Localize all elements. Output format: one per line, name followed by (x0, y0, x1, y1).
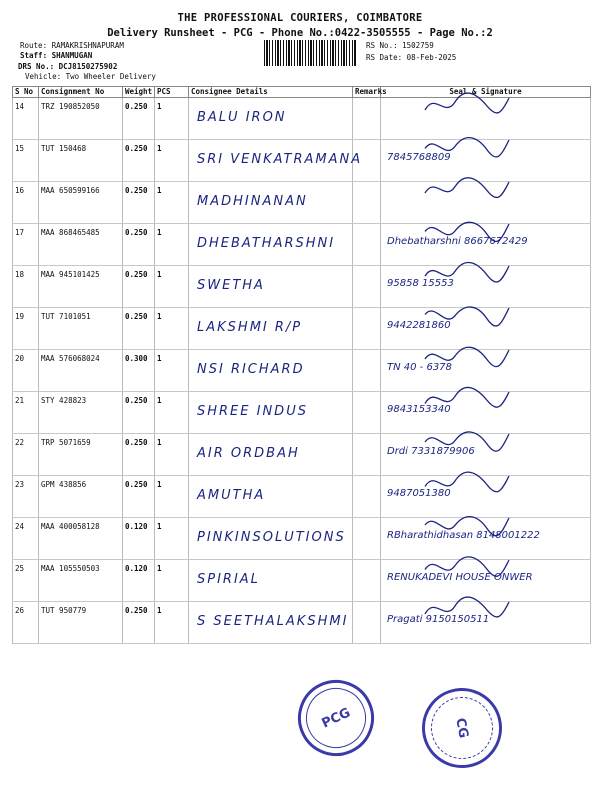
signature-scribble (421, 426, 511, 456)
rs-date: RS Date: 08-Feb-2025 (366, 53, 457, 62)
cell-consignee (189, 182, 353, 224)
cell-pcs: 1 (155, 98, 189, 140)
cell-consignment: MAA 105550503 (39, 560, 123, 602)
cell-consignee (189, 392, 353, 434)
cell-consignment: MAA 400058128 (39, 518, 123, 560)
vehicle-label: Vehicle: Two Wheeler Delivery (25, 72, 156, 81)
handwritten-consignee: SPIRIAL (197, 572, 260, 587)
handwritten-signature: Dhebatharshni 8667672429 (387, 236, 528, 247)
signature-scribble (421, 258, 511, 288)
cell-remarks (353, 98, 381, 140)
cell-signature (381, 602, 591, 644)
cell-sno: 23 (13, 476, 39, 518)
cell-weight: 0.250 (123, 224, 155, 266)
col-pcs: PCS (155, 87, 189, 98)
handwritten-consignee: LAKSHMI R/P (197, 320, 303, 335)
cell-sno: 25 (13, 560, 39, 602)
signature-scribble (421, 510, 511, 540)
cell-remarks (353, 392, 381, 434)
cell-pcs: 1 (155, 182, 189, 224)
cell-consignee (189, 476, 353, 518)
handwritten-signature: Drdi 7331879906 (387, 446, 475, 457)
handwritten-consignee: AMUTHA (197, 488, 266, 503)
cell-consignee (189, 308, 353, 350)
cell-weight: 0.250 (123, 392, 155, 434)
cell-pcs: 1 (155, 392, 189, 434)
signature-scribble (421, 342, 511, 372)
pcg-stamp (286, 668, 387, 769)
company-title: THE PROFESSIONAL COURIERS, COIMBATORE (177, 12, 423, 24)
handwritten-consignee: MADHINANAN (197, 194, 308, 209)
cell-remarks (353, 518, 381, 560)
staff-label: Staff: SHANMUGAN (20, 51, 93, 60)
handwritten-consignee: DHEBATHARSHNI (197, 236, 336, 251)
cell-pcs: 1 (155, 476, 189, 518)
handwritten-signature: 7845768809 (387, 152, 451, 163)
cell-remarks (353, 350, 381, 392)
cell-sno: 20 (13, 350, 39, 392)
signature-scribble (421, 384, 511, 414)
cell-consignee (189, 140, 363, 182)
cell-consignee (189, 560, 353, 602)
signature-scribble (421, 132, 511, 162)
cell-pcs: 1 (155, 140, 189, 182)
signature-scribble (421, 174, 511, 204)
cell-consignee (189, 350, 353, 392)
handwritten-consignee: SHREE INDUS (197, 404, 308, 419)
handwritten-signature: 9843153340 (387, 404, 451, 415)
cell-remarks (353, 182, 381, 224)
signature-scribble (421, 300, 511, 330)
cell-pcs: 1 (155, 434, 189, 476)
cell-sno: 14 (13, 98, 39, 140)
cell-consignment: GPM 438856 (39, 476, 123, 518)
cell-consignment: MAA 945101425 (39, 266, 123, 308)
handwritten-consignee: SRI VENKATRAMANA (197, 152, 363, 167)
signature-scribble (421, 468, 511, 498)
signature-scribble (421, 594, 511, 624)
cell-weight: 0.250 (123, 308, 155, 350)
signature-scribble (421, 90, 511, 120)
signature-scribble (421, 216, 511, 246)
cell-sno: 21 (13, 392, 39, 434)
rs-number: RS No.: 1502759 (366, 41, 434, 50)
cell-consignment: MAA 576068024 (39, 350, 123, 392)
cg-stamp (416, 682, 509, 775)
stamp-label: CG (452, 716, 472, 740)
cell-weight: 0.250 (123, 98, 155, 140)
cell-weight: 0.250 (123, 476, 155, 518)
handwritten-consignee: AIR ORDBAH (197, 446, 300, 461)
cell-pcs: 1 (155, 560, 189, 602)
handwritten-signature: RENUKADEVI HOUSE ONWER (387, 572, 533, 583)
cell-consignee (189, 518, 353, 560)
cell-pcs: 1 (155, 266, 189, 308)
handwritten-signature: 9442281860 (387, 320, 451, 331)
cell-sno: 17 (13, 224, 39, 266)
cell-weight: 0.120 (123, 518, 155, 560)
col-consignment: Consignment No (39, 87, 123, 98)
handwritten-consignee: PINKINSOLUTIONS (197, 530, 346, 545)
cell-pcs: 1 (155, 518, 189, 560)
runsheet-subtitle: Delivery Runsheet - PCG - Phone No.:0422-3505555 - Page No.:2 (107, 27, 493, 39)
handwritten-signature: Pragati 9150150511 (387, 614, 490, 625)
cell-sno: 16 (13, 182, 39, 224)
cell-consignment: MAA 650599166 (39, 182, 123, 224)
drs-number: DRS No.: DCJ8150275902 (18, 62, 118, 71)
cell-weight: 0.250 (123, 182, 155, 224)
cell-consignee (189, 224, 353, 266)
cell-consignment: TRP 5071659 (39, 434, 123, 476)
cell-sno: 19 (13, 308, 39, 350)
cell-remarks (353, 266, 381, 308)
cell-remarks (353, 308, 381, 350)
cell-pcs: 1 (155, 224, 189, 266)
handwritten-consignee: S SEETHALAKSHMI (197, 614, 349, 629)
cell-weight: 0.250 (123, 266, 155, 308)
cell-sno: 18 (13, 266, 39, 308)
cell-consignee (189, 434, 353, 476)
cell-consignment: TUT 7101051 (39, 308, 123, 350)
handwritten-signature: 95858 15553 (387, 278, 454, 289)
cell-consignment: TUT 150468 (39, 140, 123, 182)
col-remarks: Remarks (353, 87, 381, 98)
barcode (264, 40, 356, 66)
col-weight: Weight (123, 87, 155, 98)
cell-pcs: 1 (155, 350, 189, 392)
signature-scribble (421, 552, 511, 582)
route-label: Route: RAMAKRISHNAPURAM (20, 41, 124, 50)
cell-sno: 15 (13, 140, 39, 182)
handwritten-signature: 9487051380 (387, 488, 451, 499)
handwritten-consignee: SWETHA (197, 278, 265, 293)
col-signature: Seal & Signature (381, 87, 591, 98)
runsheet-table (12, 86, 591, 644)
handwritten-consignee: BALU IRON (197, 110, 287, 125)
cell-consignment: MAA 868465485 (39, 224, 123, 266)
cell-consignment: TRZ 190852050 (39, 98, 123, 140)
handwritten-signature: TN 40 - 6378 (387, 362, 452, 373)
cell-remarks (353, 560, 381, 602)
cell-weight: 0.250 (123, 434, 155, 476)
cell-sno: 26 (13, 602, 39, 644)
cell-consignee (189, 98, 353, 140)
cell-consignee (189, 266, 353, 308)
cell-consignment: STY 428823 (39, 392, 123, 434)
table-row (13, 602, 591, 644)
cell-consignee (189, 602, 353, 644)
cell-weight: 0.300 (123, 350, 155, 392)
handwritten-consignee: NSI RICHARD (197, 362, 305, 377)
cell-weight: 0.250 (123, 140, 155, 182)
cell-consignment: TUT 950779 (39, 602, 123, 644)
cell-remarks (353, 476, 381, 518)
col-sno: S No (13, 87, 39, 98)
col-consignee: Consignee Details (189, 87, 353, 98)
cell-remarks (353, 434, 381, 476)
cell-pcs: 1 (155, 602, 189, 644)
cell-pcs: 1 (155, 308, 189, 350)
cell-remarks (353, 602, 381, 644)
cell-weight: 0.250 (123, 602, 155, 644)
cell-remarks (353, 224, 381, 266)
handwritten-signature: RBharathidhasan 8148001222 (387, 530, 540, 541)
cell-sno: 24 (13, 518, 39, 560)
cell-weight: 0.120 (123, 560, 155, 602)
cell-sno: 22 (13, 434, 39, 476)
stamp-label: PCG (319, 704, 353, 732)
